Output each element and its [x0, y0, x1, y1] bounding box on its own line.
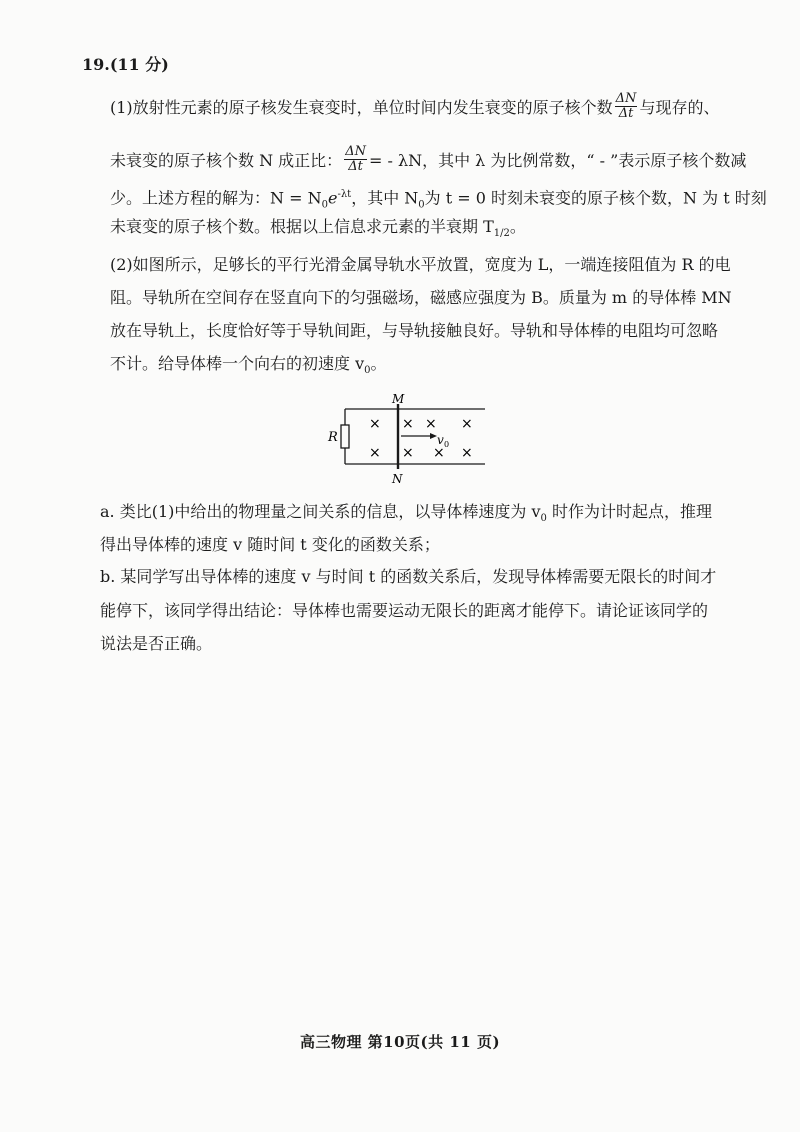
velocity-label: v [437, 433, 444, 447]
part-b-line2: 能停下，该同学得出结论：导体棒也需要运动无限长的距离才能停下。请论证该同学的 [100, 601, 709, 620]
part1-line2: 未衰变的原子核个数 N 成正比： $\frac{\Delta N}{\Delta t}$ = - λN，其中 λ 为比例常数，“ - ”表示原子核个数减 [110, 144, 747, 174]
label-m: M [392, 392, 405, 406]
field-cross: × [461, 445, 473, 461]
part-b-line1: b. 某同学写出导体棒的速度 v 与时间 t 的函数关系后，发现导体棒需要无限长的时间才 [100, 567, 717, 586]
part1-line3: 少。上述方程的解为：$N = N_0e^{-\lambda t}$，其中 $N_0$为 t = 0 时刻未衰变的原子核个数，N 为 t 时刻 [110, 188, 767, 211]
field-cross: × [425, 416, 437, 432]
field-cross: × [402, 445, 414, 461]
part1-line4: 未衰变的原子核个数。根据以上信息求元素的半衰期 $T_{1/2}$。 [110, 217, 526, 240]
part-a-line1: a. 类比(1)中给出的物理量之间关系的信息，以导体棒速度为 $v_0$ 时作为计时起点，推理 [100, 502, 712, 525]
resistor-label: R [328, 430, 338, 445]
field-cross: × [369, 416, 381, 432]
resistor [341, 425, 349, 448]
part2-line2: 阻。导轨所在空间存在竖直向下的匀强磁场，磁感应强度为 B。质量为 m 的导体棒 MN [110, 288, 732, 307]
part2-line1: (2)如图所示，足够长的平行光滑金属导轨水平放置，宽度为 L，一端连接阻值为 R 的电 [110, 255, 731, 274]
label-n: N [392, 472, 403, 484]
part2-line4: 不计。给导体棒一个向右的初速度 $v_0$。 [110, 354, 387, 377]
fraction-dn-dt: $\frac{\Delta N}{\Delta t}$ [615, 91, 637, 121]
page-footer: 高三物理 第10页(共 11 页) [299, 1033, 501, 1051]
field-cross: × [461, 416, 473, 432]
fraction-dn-dt-2: $\frac{\Delta N}{\Delta t}$ [345, 144, 366, 174]
field-cross: × [433, 445, 445, 461]
part-b-line3: 说法是否正确。 [100, 634, 213, 653]
field-cross: × [369, 445, 381, 461]
question-header [82, 54, 702, 76]
question-number: 19. [82, 55, 110, 74]
velocity-subscript: 0 [444, 440, 450, 449]
field-cross: × [402, 416, 414, 432]
part-a-line2: 得出导体棒的速度 v 随时间 t 变化的函数关系； [100, 535, 440, 554]
part1-line1: (1)放射性元素的原子核发生衰变时，单位时间内发生衰变的原子核个数 $\frac{\Delta N}{\Delta t}$ 与现存的、 [110, 91, 720, 121]
question-score: (11 分) [109, 55, 169, 74]
circuit-diagram [325, 392, 490, 484]
part2-line3: 放在导轨上，长度恰好等于导轨间距，与导轨接触良好。导轨和导体棒的电阻均可忽略 [110, 321, 719, 340]
